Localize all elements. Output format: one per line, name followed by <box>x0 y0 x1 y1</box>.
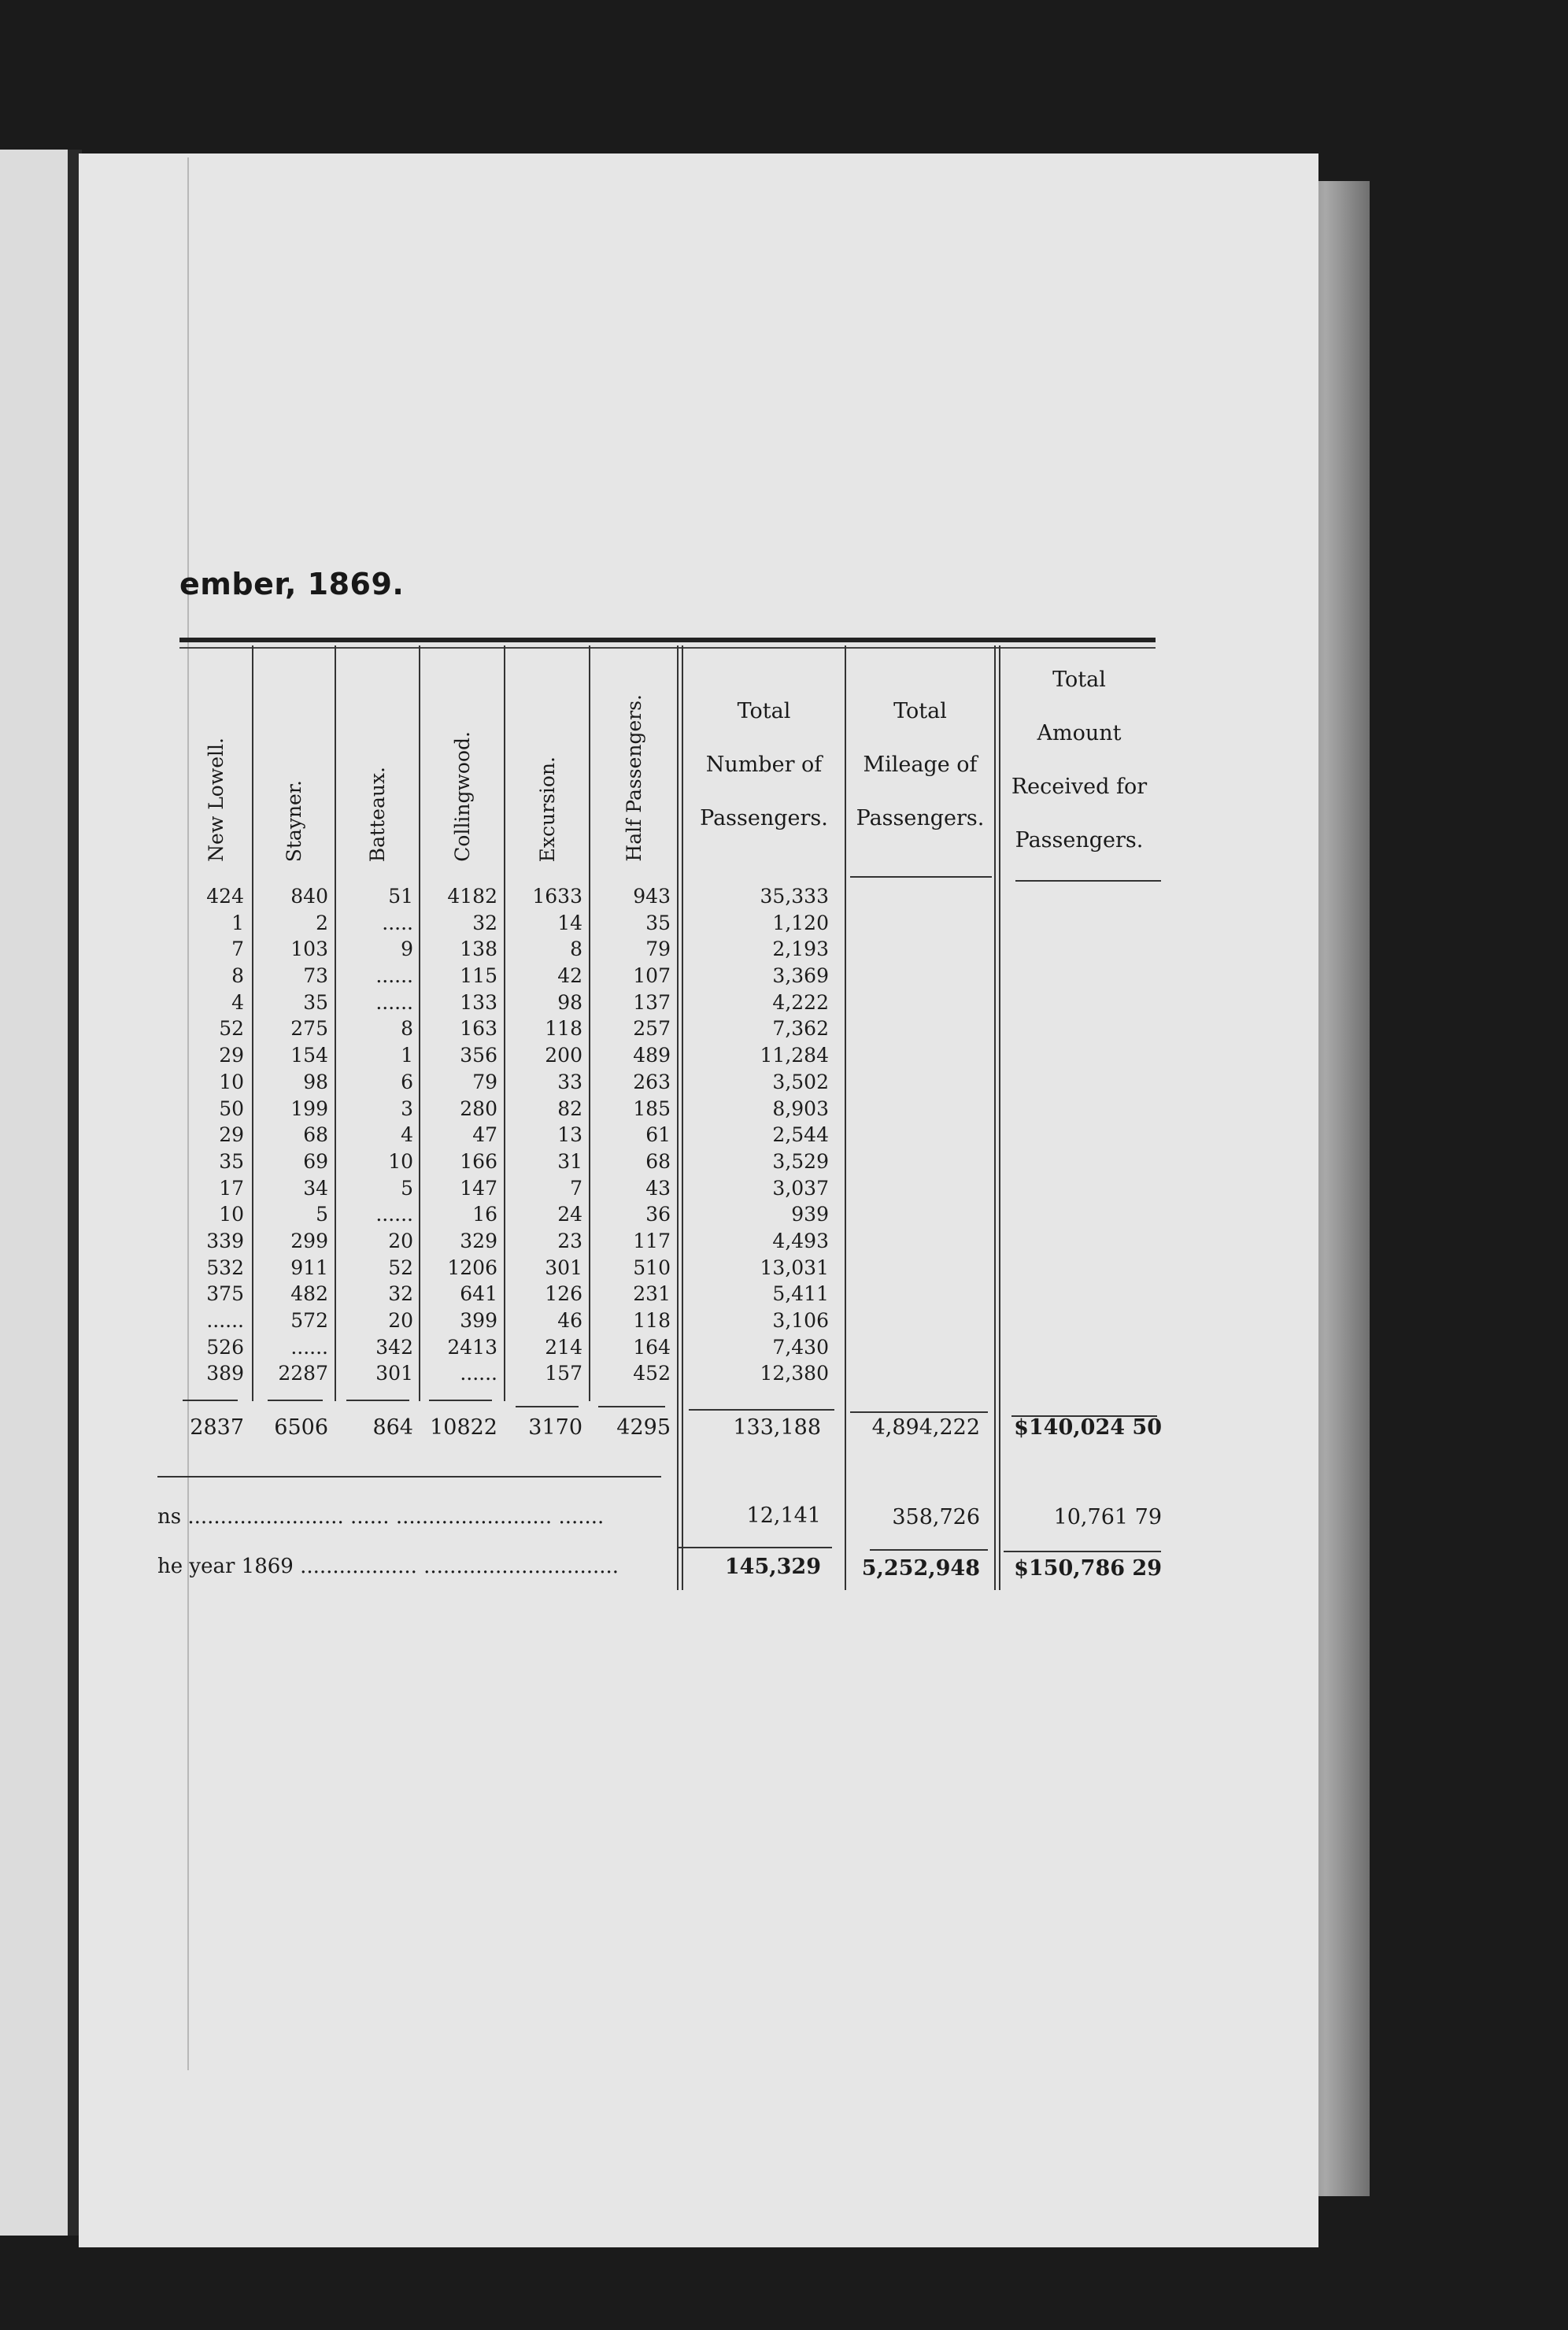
table-cell: 52 <box>219 1017 244 1041</box>
table-cell: 154 <box>290 1044 328 1067</box>
header-underline <box>1015 880 1161 882</box>
sum-rule <box>1004 1551 1161 1552</box>
sum-rule <box>870 1549 988 1551</box>
table-cell: 79 <box>472 1070 497 1093</box>
table-cell: 510 <box>633 1256 671 1279</box>
table-cell: 68 <box>303 1123 328 1147</box>
table-cell: 133 <box>460 990 497 1014</box>
table-cell: 42 <box>557 964 582 988</box>
table-cell: 6 <box>401 1070 413 1093</box>
table-cell: 14 <box>557 911 582 934</box>
other-amount: 10,761 79 <box>1053 1505 1162 1529</box>
table-cell: 50 <box>219 1097 244 1120</box>
column-header-total-mileage: Total Mileage of Passengers. <box>856 699 985 830</box>
table-cell: ..... <box>382 911 413 934</box>
table-cell: 103 <box>290 938 328 961</box>
table-cell: 452 <box>633 1362 671 1385</box>
page-title: ember, 1869. <box>179 567 405 601</box>
table-cell: 7 <box>231 938 244 961</box>
table-cell: 4182 <box>447 885 497 908</box>
table-cell: 280 <box>460 1097 497 1120</box>
table-cell: 329 <box>460 1229 497 1252</box>
table-cell: 52 <box>388 1256 413 1279</box>
header-underline <box>850 876 992 878</box>
table-cell: 301 <box>545 1256 582 1279</box>
table-cell: 8,903 <box>772 1097 829 1120</box>
table-cell: 4 <box>231 990 244 1014</box>
table-cell: 68 <box>645 1149 671 1173</box>
sum-rule <box>516 1406 579 1407</box>
table-cell: 16 <box>472 1203 497 1226</box>
table-cell: 157 <box>545 1362 582 1385</box>
column-header-total-passengers: Total Number of Passengers. <box>700 699 828 830</box>
table-cell: 231 <box>633 1282 671 1306</box>
table-cell: 1633 <box>532 885 582 908</box>
table-cell: 32 <box>472 911 497 934</box>
table-cell: 424 <box>206 885 244 908</box>
total-new-lowell: 2837 <box>190 1415 244 1440</box>
table-cell: 107 <box>633 964 671 988</box>
table-cell: ...... <box>290 1335 328 1359</box>
total-mileage: 4,894,222 <box>871 1415 980 1440</box>
table-cell: 23 <box>557 1229 582 1252</box>
table-cell: 5 <box>316 1203 328 1226</box>
table-cell: 572 <box>290 1309 328 1332</box>
table-cell: 2 <box>316 911 328 934</box>
table-cell: 13 <box>557 1123 582 1147</box>
table-cell: 8 <box>401 1017 413 1041</box>
table-cell: ...... <box>460 1362 497 1385</box>
table-cell: 73 <box>303 964 328 988</box>
table-cell: 32 <box>388 1282 413 1306</box>
table-cell: 389 <box>206 1362 244 1385</box>
total-collingwood: 10822 <box>430 1415 497 1440</box>
table-cell: 43 <box>645 1176 671 1200</box>
column-header-stayner: Stayner. <box>283 779 305 862</box>
header-rule-thin <box>179 647 1156 649</box>
table-cell: 4,222 <box>772 990 829 1014</box>
table-cell: 5,411 <box>772 1282 829 1306</box>
table-cell: 1,120 <box>772 911 829 934</box>
table-cell: 7,430 <box>772 1335 829 1359</box>
table-cell: ...... <box>375 1203 413 1226</box>
column-divider <box>677 645 679 1590</box>
column-excursion <box>505 883 582 1387</box>
column-stayner <box>253 883 328 1387</box>
total-stayner: 6506 <box>274 1415 328 1440</box>
table-cell: 489 <box>633 1044 671 1067</box>
table-cell: 3,106 <box>772 1309 829 1332</box>
table-cell: 2287 <box>278 1362 328 1385</box>
table-cell: 911 <box>290 1256 328 1279</box>
table-cell: 82 <box>557 1097 582 1120</box>
table-cell: 3,369 <box>772 964 829 988</box>
table-cell: 1 <box>231 911 244 934</box>
table-cell: 47 <box>472 1123 497 1147</box>
table-cell: 10 <box>219 1203 244 1226</box>
table-cell: 939 <box>791 1203 829 1226</box>
table-cell: 11,284 <box>760 1044 829 1067</box>
table-cell: 185 <box>633 1097 671 1120</box>
table-cell: 33 <box>557 1070 582 1093</box>
total-amount: $140,024 50 <box>1014 1415 1162 1440</box>
table-cell: 342 <box>375 1335 413 1359</box>
table-cell: 20 <box>388 1309 413 1332</box>
table-cell: 31 <box>557 1149 582 1173</box>
table-cell: 98 <box>303 1070 328 1093</box>
sum-rule <box>689 1409 834 1411</box>
table-cell: 35 <box>219 1149 244 1173</box>
table-cell: 46 <box>557 1309 582 1332</box>
table-cell: 10 <box>388 1149 413 1173</box>
table-cell: 13,031 <box>760 1256 829 1279</box>
column-header-new-lowell: New Lowell. <box>204 738 227 862</box>
table-cell: 3,502 <box>772 1070 829 1093</box>
table-cell: 7,362 <box>772 1017 829 1041</box>
table-cell: 164 <box>633 1335 671 1359</box>
table-cell: 51 <box>388 885 413 908</box>
sum-rule <box>598 1406 665 1407</box>
table-cell: 199 <box>290 1097 328 1120</box>
table-cell: 943 <box>633 885 671 908</box>
sum-rule <box>183 1400 238 1401</box>
column-header-total-amount: Total Amount Received for Passengers. <box>1011 668 1148 852</box>
column-half-passengers <box>590 883 671 1387</box>
table-cell: 69 <box>303 1149 328 1173</box>
table-cell: 8 <box>570 938 582 961</box>
table-cell: 375 <box>206 1282 244 1306</box>
table-cell: 20 <box>388 1229 413 1252</box>
table-cell: 526 <box>206 1335 244 1359</box>
table-cell: 10 <box>219 1070 244 1093</box>
table-cell: 7 <box>570 1176 582 1200</box>
table-cell: 840 <box>290 885 328 908</box>
column-header-half-passengers: Half Passengers. <box>622 694 645 862</box>
table-cell: 61 <box>645 1123 671 1147</box>
sum-rule <box>850 1411 988 1413</box>
sum-rule <box>679 1547 832 1548</box>
table-cell: 399 <box>460 1309 497 1332</box>
table-cell: 3,037 <box>772 1176 829 1200</box>
column-divider <box>994 645 996 1590</box>
table-cell: 35 <box>645 911 671 934</box>
sum-rule <box>429 1400 492 1401</box>
table-cell: 3,529 <box>772 1149 829 1173</box>
column-header-batteaux: Batteaux. <box>366 766 389 862</box>
column-header-excursion: Excursion. <box>535 756 559 862</box>
section-rule <box>157 1476 661 1478</box>
table-cell: 35 <box>303 990 328 1014</box>
table-cell: 117 <box>633 1229 671 1252</box>
table-cell: 1 <box>401 1044 413 1067</box>
sum-rule <box>268 1400 323 1401</box>
table-cell: 98 <box>557 990 582 1014</box>
table-cell: 137 <box>633 990 671 1014</box>
other-row-label: ns ........................ ...... ........................ ....... <box>157 1505 605 1529</box>
table-cell: 356 <box>460 1044 497 1067</box>
table-cell: 79 <box>645 938 671 961</box>
table-cell: 138 <box>460 938 497 961</box>
table-cell: 275 <box>290 1017 328 1041</box>
table-cell: ...... <box>375 990 413 1014</box>
table-cell: 36 <box>645 1203 671 1226</box>
column-collingwood <box>420 883 497 1387</box>
table-cell: 339 <box>206 1229 244 1252</box>
total-passengers: 133,188 <box>733 1415 821 1440</box>
table-cell: 200 <box>545 1044 582 1067</box>
table-cell: 3 <box>401 1097 413 1120</box>
total-excursion: 3170 <box>528 1415 582 1440</box>
table-cell: 29 <box>219 1123 244 1147</box>
table-cell: 2,193 <box>772 938 829 961</box>
column-batteaux <box>336 883 413 1387</box>
table-cell: 126 <box>545 1282 582 1306</box>
table-cell: 12,380 <box>760 1362 829 1385</box>
table-cell: 263 <box>633 1070 671 1093</box>
table-cell: 118 <box>633 1309 671 1332</box>
table-cell: 4 <box>401 1123 413 1147</box>
table-cell: 532 <box>206 1256 244 1279</box>
table-cell: 115 <box>460 964 497 988</box>
table-cell: 29 <box>219 1044 244 1067</box>
table-cell: 9 <box>401 938 413 961</box>
table-cell: 163 <box>460 1017 497 1041</box>
table-cell: 17 <box>219 1176 244 1200</box>
table-cell: 166 <box>460 1149 497 1173</box>
table-cell: 24 <box>557 1203 582 1226</box>
column-new-lowell <box>179 883 244 1387</box>
year-row-label: he year 1869 .................. .............................. <box>157 1555 619 1578</box>
table-cell: 34 <box>303 1176 328 1200</box>
table-cell: ...... <box>206 1309 244 1332</box>
column-header-collingwood: Collingwood. <box>450 731 474 862</box>
table-cell: 2,544 <box>772 1123 829 1147</box>
table-cell: 299 <box>290 1229 328 1252</box>
table-cell: 5 <box>401 1176 413 1200</box>
adjacent-page <box>0 150 79 2236</box>
table-cell: 641 <box>460 1282 497 1306</box>
table-cell: 482 <box>290 1282 328 1306</box>
year-amount: $150,786 29 <box>1014 1556 1162 1581</box>
year-passengers: 145,329 <box>724 1555 821 1579</box>
table-cell: ...... <box>375 964 413 988</box>
other-mileage: 358,726 <box>892 1505 980 1529</box>
table-cell: 1206 <box>447 1256 497 1279</box>
sum-rule <box>346 1400 409 1401</box>
total-batteaux: 864 <box>372 1415 413 1440</box>
table-cell: 301 <box>375 1362 413 1385</box>
table-cell: 4,493 <box>772 1229 829 1252</box>
table-cell: 147 <box>460 1176 497 1200</box>
table-cell: 118 <box>545 1017 582 1041</box>
table-cell: 35,333 <box>760 885 829 908</box>
table-cell: 2413 <box>447 1335 497 1359</box>
table-cell: 214 <box>545 1335 582 1359</box>
header-rule <box>179 638 1156 642</box>
total-half-passengers: 4295 <box>616 1415 671 1440</box>
year-mileage: 5,252,948 <box>861 1556 980 1581</box>
table-cell: 8 <box>231 964 244 988</box>
column-total-passengers <box>683 883 829 1387</box>
other-passengers: 12,141 <box>746 1503 821 1528</box>
table-cell: 257 <box>633 1017 671 1041</box>
